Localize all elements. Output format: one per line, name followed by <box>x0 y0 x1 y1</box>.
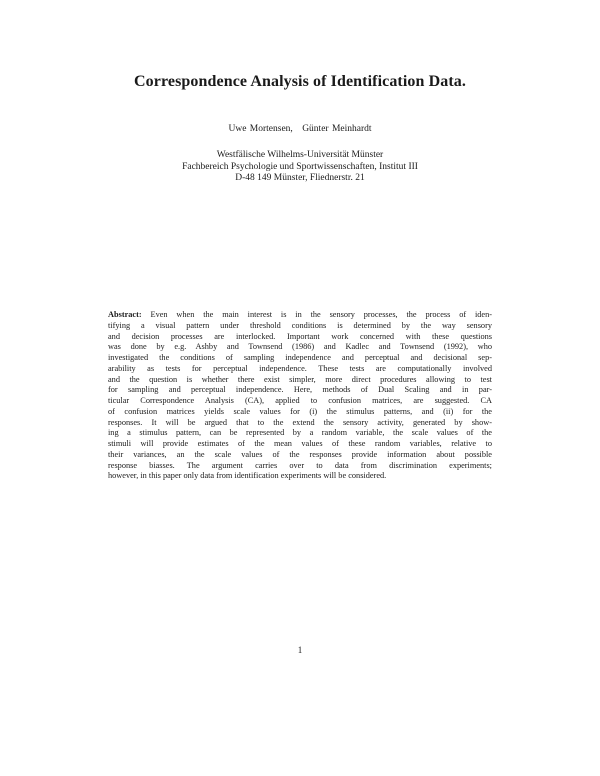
abstract-label: Abstract: <box>108 310 142 319</box>
affiliation-line: D-48 149 Münster, Fliednerstr. 21 <box>235 173 365 183</box>
author-name: Uwe Mortensen, <box>228 124 293 134</box>
author-name: Günter Meinhardt <box>302 124 372 134</box>
abstract-line: for sampling and perceptual independence. Here, methods of Dual Scaling and in par- <box>108 385 492 395</box>
abstract-line-text: Even when the main interest is in the sensory processes, the process of iden- <box>150 310 493 319</box>
abstract-line <box>108 310 492 321</box>
abstract-line: responses. It will be argued that to the extend the sensory activity, generated by show- <box>108 417 492 427</box>
abstract-line: stimuli will provide estimates of the mean values of these random variables, relative to <box>108 439 492 448</box>
author-list <box>0 124 600 134</box>
abstract-line: ticular Correspondence Analysis (CA), applied to confusion matrices, are suggested. CA <box>108 396 492 405</box>
page-number: 1 <box>297 645 303 655</box>
abstract-line: ing a stimulus pattern, can be represented by a random variable, the scale values of the <box>108 428 492 438</box>
affiliation-line: Westfälische Wilhelms-Universität Münster <box>216 150 384 160</box>
abstract-line: was done by e.g. Ashby and Townsend (1986) and Kadlec and Townsend (1992), who <box>108 342 492 352</box>
abstract-line: their variances, an the scale values of the responses provide information about possible <box>108 449 492 459</box>
affiliation-line: Fachbereich Psychologie und Sportwissenschaften, Institut III <box>182 161 418 172</box>
abstract-line: and decision processes are interlocked. Important work concerned with these questions <box>108 331 492 341</box>
abstract-line: arability as tests for perceptual independence. These tests are computationally involved <box>108 363 492 373</box>
abstract-line: of confusion matrices yields scale values for (i) the stimulus patterns, and (ii) for the <box>108 406 492 416</box>
abstract-line: and the question is whether there exist simpler, more direct procedures allowing to test <box>108 374 492 384</box>
abstract-paragraph <box>108 310 492 482</box>
abstract-line: response biasses. The argument carries over to data from discrimination experiments; <box>108 460 492 470</box>
abstract-line: investigated the conditions of sampling independence and perceptual and decisional sep- <box>108 353 492 362</box>
affiliation-block <box>0 150 600 185</box>
abstract-line: however, in this paper only data from identification experiments will be considered. <box>108 471 387 481</box>
abstract-line: tifying a visual pattern under threshold conditions is determined by the way sensory <box>108 320 492 330</box>
paper-title: Correspondence Analysis of Identification Data. <box>134 73 466 90</box>
